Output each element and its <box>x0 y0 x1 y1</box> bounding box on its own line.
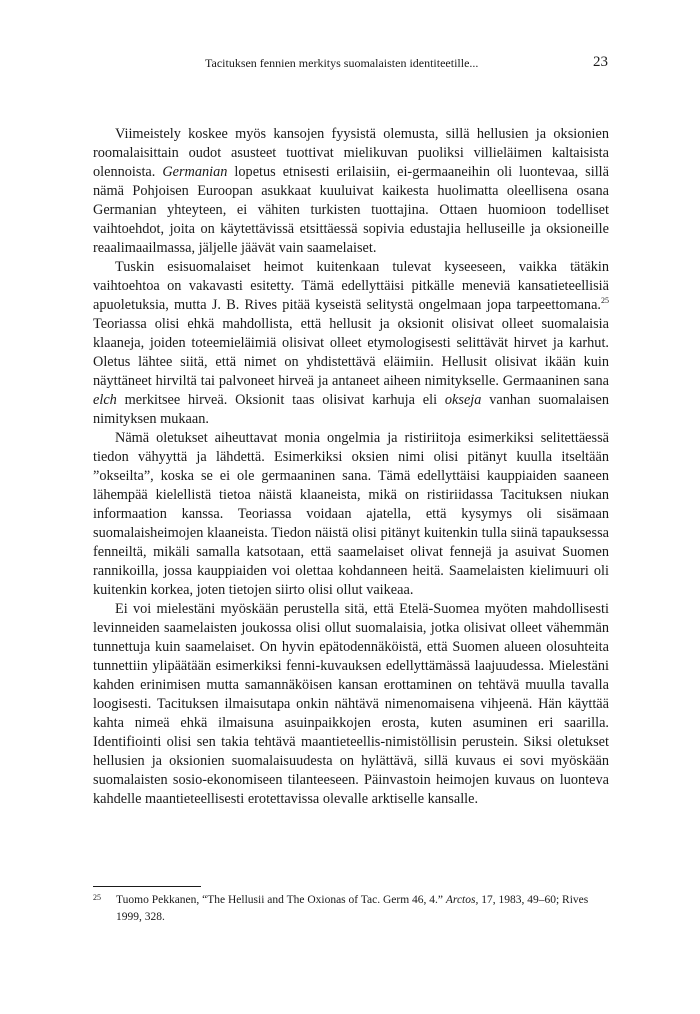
paragraph <box>93 429 609 600</box>
italic-text: okseja <box>444 392 482 408</box>
body-text <box>93 125 609 809</box>
text-run: Nämä oletukset aiheuttavat monia ongelmia ja ristiriitoja esimerkiksi selitettäessä tiedon vähyyttä ja lähdettä. Esimerkiksi oksien nimi olisi pitänyt kuulla itseltään ”okseilta”, koska se ei ole germaaninen sana. Tämä edellyttäisi kauppiaiden saaneen lähempää kielellistä tietoa näistä klaaneista, mikä on ristiriidassa Tacituksen niukan informaation kanssa. Teoriassa voidaan ajatella, että kysymys oli sisämaan suomalaisheimojen klaaneista. Tiedon näistä olisi pitänyt kuitenkin tulla siinä tapauksessa fenneiltä, mikäli samalla katsotaan, että saamelaiset olivat fennejä ja asuivat Suomen rannikoilla, jossa kauppiaiden voi olettaa kohdanneen heitä. Saamelaisten kielimuuri oli kuitenkin korkea, joten tietojen siirto olisi ollut vaikeaa. <box>93 430 609 598</box>
italic-text: Arctos, <box>445 894 479 906</box>
running-title: Tacituksen fennien merkitys suomalaisten identiteetille... <box>205 56 479 70</box>
text-run: vanhan suomalaisen nimityksen mukaan. <box>93 392 609 427</box>
page-number: 23 <box>593 54 608 70</box>
paragraph <box>93 600 609 809</box>
footnote-reference: 25 <box>601 296 609 306</box>
running-header <box>93 54 608 72</box>
italic-text: Germanian <box>162 164 228 180</box>
footnote-number: 25 <box>93 893 101 902</box>
text-run: Tuskin esisuomalaiset heimot kuitenkaan tulevat kyseeseen, vaikka tätäkin vaihtoehtoa on vakavasti esitetty. Tämä edellyttäisi pitkälle meneviä kansatieteellisiä apuoletuksia, mutta J. B. Rives pitää kyseistä selitystä ongelmaan jopa tarpeettomana. <box>93 259 609 313</box>
paragraph <box>93 258 609 429</box>
text-run: lopetus etnisesti erilaisiin, ei-germaaneihin oli luontevaa, sillä nämä Pohjoisen Euroopan asukkaat kuuluivat kaikesta huolimatta oleellisena osana Germanian yhteyteen, ei vähiten turkisten tuottajina. Ottaen huomioon todelliset vaihtoehdot, joita on käytettävissä etsittäessä sopivia edustajia helluseille ja oksioneille reaalimaailmassa, jäljelle jäävät vain saamelaiset. <box>93 164 609 256</box>
text-run: Ei voi mielestäni myöskään perustella sitä, että Etelä-Suomea myöten mahdollisesti levinneiden saamelaisten joukossa olisi ollut suomalaisia, jotka olisivat olleet vähemmän tunnettuja kuin saamelaiset. On hyvin epätodennäköistä, että Suomen alueen olosuhteita tunnettiin ylipäätään esimerkiksi fenni-kuvauksen edellyttämässä laajuudessa. Mielestäni kahden erinimisen mutta samannäköisen kansan erottaminen on tehtävä muulla tavalla loogisesti. Tacituksen ilmaisutapa onkin nähtävä nimenomaisena vihjeenä. Hän käyttää kahta nimeä ehkä ilmaisuna asuinpaikkojen erosta, kuten asuminen eri saarilla. Identifiointi olisi sen takia tehtävä maantieteellis-nimistöllisin perustein. Siksi oletukset hellusien ja oksionien suomalaisuudesta on hylättävä, sillä kuvaus ei sovi myöskään suomalaisten sosio-ekonomiseen tilanteeseen. Päinvastoin heimojen kuvaus on luonteva kahdelle maantieteellisesti erotettavissa olevalle arktiselle kansalle. <box>93 601 609 807</box>
text-run: Teoriassa olisi ehkä mahdollista, että hellusit ja oksionit olisivat olleet suomalaisia klaaneja, joiden toteemieläimiä olisivat olleet etymologisesti selittävät hirvet ja karhut. Oletus lähtee siitä, että nimet on yhdistettävä eläimiin. Hellusit olisivat ikään kuin näyttäneet hirviltä tai palvoneet hirveä ja antaneet aiheen nimitykselle. Germaaninen sana <box>93 316 609 389</box>
text-run: merkitsee hirveä. Oksionit taas olisivat karhuja eli <box>116 392 445 408</box>
italic-text: elch <box>93 392 117 408</box>
text-run: Tuomo Pekkanen, “The Hellusii and The Oxionas of Tac. Germ 46, 4.” <box>116 894 446 906</box>
paragraph <box>93 125 609 258</box>
footnote-separator <box>93 886 201 887</box>
text-run: Viimeistely koskee myös kansojen fyysistä olemusta, sillä hellusien ja oksionien roomalaisittain oudot asusteet tuottivat mielikuvan puoliksi villieläimen kaltaisista olennoista. <box>93 126 609 180</box>
footnote <box>93 892 609 926</box>
footnote-text <box>116 892 609 926</box>
text-run: 17, 1983, 49–60; Rives 1999, 328. <box>116 894 589 923</box>
